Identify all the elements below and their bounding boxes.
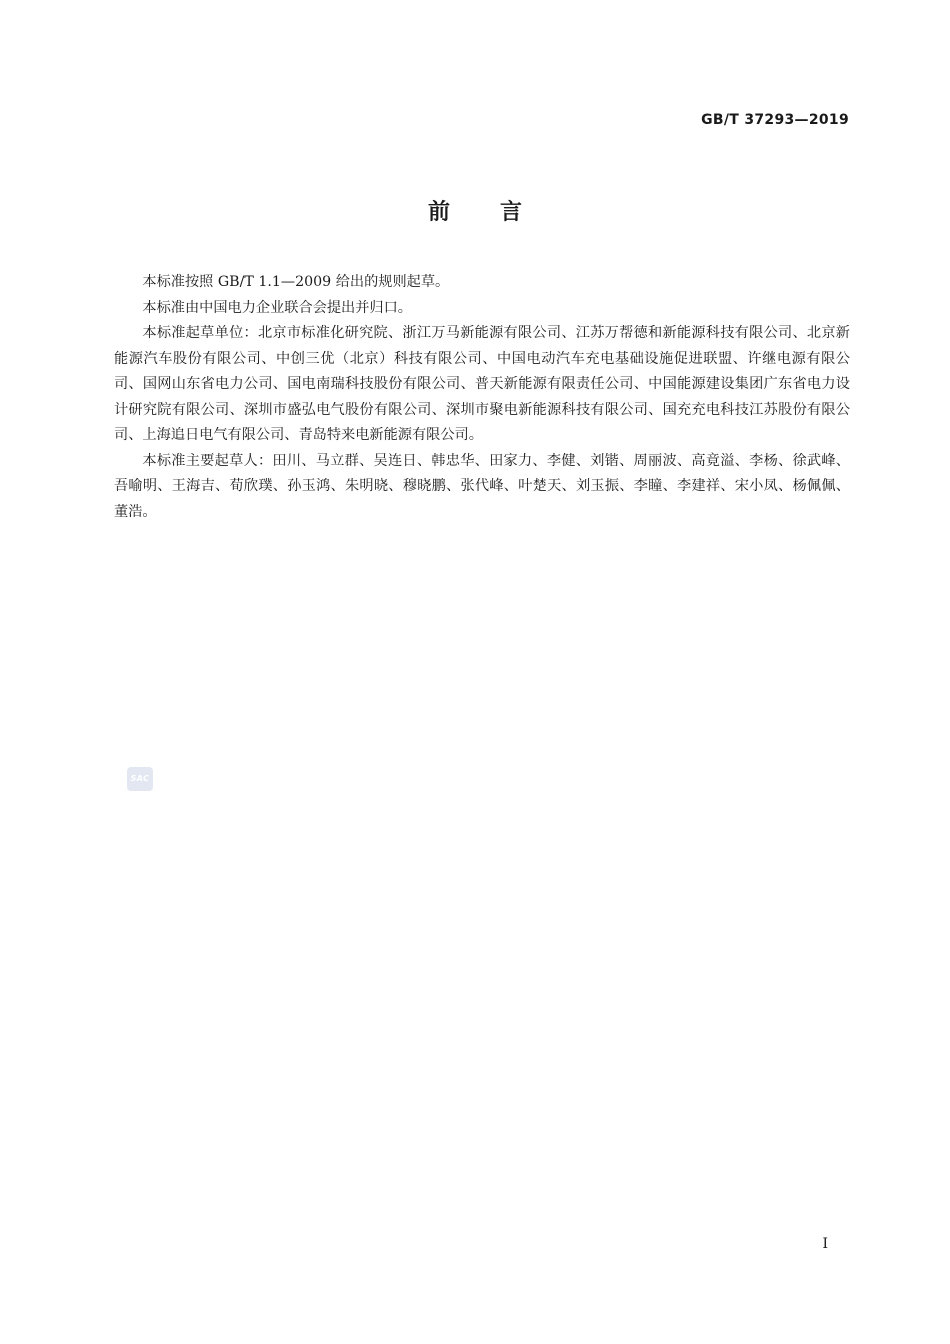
paragraph-proposer: 本标准由中国电力企业联合会提出并归口。 — [142, 299, 412, 316]
sac-logo-text: SAC — [130, 774, 150, 783]
sac-watermark-logo — [127, 767, 153, 791]
paragraph-drafters: 本标准主要起草人：田川、马立群、吴连日、韩忠华、田家力、李健、刘锴、周丽波、高竟溢、李杨、徐武峰、吾喻明、王海吉、荀欣璞、孙玉鸿、朱明晓、穆晓鹏、张代峰、叶楚天、刘玉振、李瞳、李建祥、宋小凤、杨佩佩、董浩。 — [114, 452, 850, 520]
paragraph-drafting-rules: 本标准按照 GB/T 1.1—2009 给出的规则起草。 — [142, 274, 450, 290]
page-number: I — [822, 1236, 828, 1252]
standard-code: GB/T 37293—2019 — [701, 112, 849, 128]
page-title: 前言 — [427, 200, 572, 225]
foreword-body — [114, 270, 850, 525]
paragraph-drafting-units: 本标准起草单位：北京市标准化研究院、浙江万马新能源有限公司、江苏万帮德和新能源科技有限公司、北京新能源汽车股份有限公司、中创三优（北京）科技有限公司、中国电动汽车充电基础设施促进联盟、许继电源有限公司、国网山东省电力公司、国电南瑞科技股份有限公司、普天新能源有限责任公司、中国能源建设集团广东省电力设计研究院有限公司、深圳市盛弘电气股份有限公司、深圳市聚电新能源科技有限公司、国充充电科技江苏股份有限公司、上海追日电气有限公司、青岛特来电新能源有限公司。 — [114, 325, 850, 443]
